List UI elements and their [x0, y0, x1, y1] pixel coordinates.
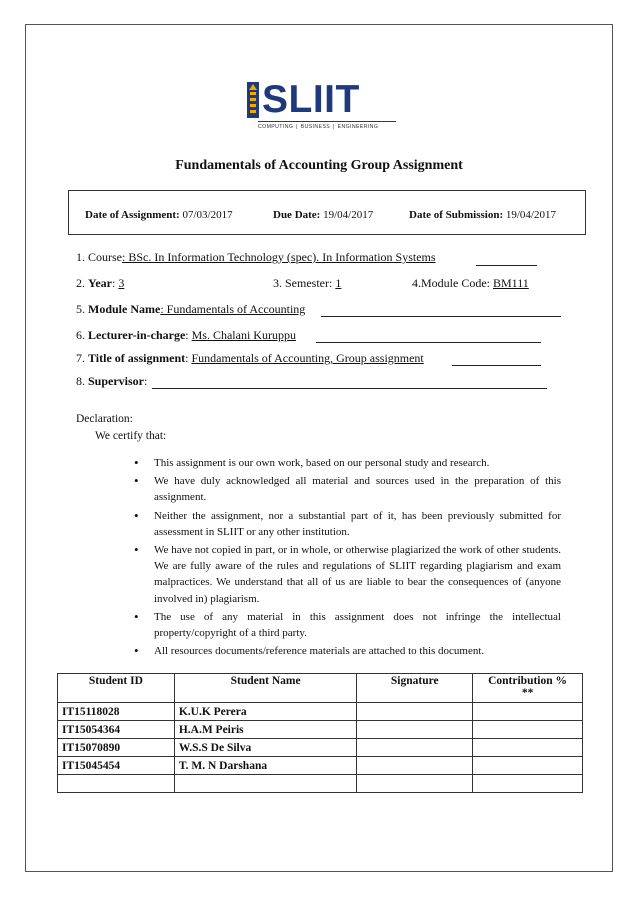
supervisor-number: 8.: [76, 374, 85, 388]
signature-cell[interactable]: [357, 757, 473, 775]
module-name-field: [76, 302, 305, 317]
assignment-title-field: 7. Title of assignment: Fundamentals of Accounting, Group assignment: [76, 351, 424, 365]
assignment-title-label: Title of assignment: [88, 351, 186, 365]
student-id-cell: IT15045454: [58, 757, 175, 775]
declaration-point: • We have not copied in part, or in whole, or otherwise plagiarized the work of other students. We are fully aware of the rules and regulations of SLIIT regarding plagiarism and exam malpractices. We understand that all of us are liable to bear the consequences of (anyone involved in) plagiarism.: [134, 542, 561, 607]
lecturer-field: 6. Lecturer-in-charge: Ms. Chalani Kuruppu: [76, 328, 296, 342]
dates-box: [68, 190, 586, 235]
date-of-assignment-value: 07/03/2017: [182, 209, 233, 221]
lecturer-underline: [316, 342, 541, 343]
date-of-assignment: [85, 209, 233, 221]
table-row: [58, 721, 583, 739]
header-contribution: Contribution % **: [473, 674, 583, 703]
module-code-label: 4.Module Code:: [412, 276, 490, 290]
logo-divider: [258, 121, 396, 122]
signature-cell[interactable]: [357, 739, 473, 757]
year-field: 2. Year: 3: [76, 276, 125, 290]
assignment-title-value: Fundamentals of Accounting, Group assignment: [191, 351, 424, 365]
table-row: [58, 703, 583, 721]
student-id-cell: IT15118028: [58, 703, 175, 721]
lecturer-value: Ms. Chalani Kuruppu: [191, 328, 296, 342]
declaration-point: • This assignment is our own work, based on our personal study and research.: [134, 455, 561, 471]
document-title: Fundamentals of Accounting Group Assignment: [175, 158, 463, 173]
year-number: 2.: [76, 276, 85, 290]
contribution-cell[interactable]: [473, 739, 583, 757]
lecturer-label: Lecturer-in-charge: [88, 328, 186, 342]
assignment-title-number: 7.: [76, 351, 85, 365]
student-id-cell: IT15070890: [58, 739, 175, 757]
signature-cell[interactable]: [357, 721, 473, 739]
course-value: : BSc. In Information Technology (spec). In Information Systems: [122, 250, 436, 264]
header-student-name: Student Name: [174, 674, 357, 703]
year-label: Year: [88, 276, 112, 290]
contribution-cell[interactable]: [473, 703, 583, 721]
declaration-point: • We have duly acknowledged all material and sources used in the preparation of this assignment.: [134, 473, 561, 505]
course-field: [76, 250, 436, 265]
due-date-value: 19/04/2017: [323, 209, 374, 221]
due-date: [273, 209, 373, 221]
module-code-field: [412, 276, 529, 291]
supervisor-underline: [152, 388, 547, 389]
header-student-id: Student ID: [58, 674, 175, 703]
course-number: 1.: [76, 250, 85, 264]
assignment-title-underline: [452, 365, 541, 366]
student-table: [57, 673, 583, 793]
logo-wordmark: SLIIT: [262, 78, 360, 121]
declaration-point: • The use of any material in this assignment does not infringe the intellectual property/copyright of a third party.: [134, 609, 561, 641]
student-name-cell[interactable]: [174, 775, 357, 793]
course-label: Course: [88, 250, 122, 264]
year-value: 3: [118, 276, 125, 290]
semester-field: [273, 276, 341, 291]
student-id-cell[interactable]: [58, 775, 175, 793]
semester-label: 3. Semester:: [273, 276, 333, 290]
contribution-cell[interactable]: [473, 721, 583, 739]
signature-cell[interactable]: [357, 775, 473, 793]
declaration-heading: Declaration:: [76, 413, 133, 425]
date-of-assignment-label: Date of Assignment:: [85, 209, 180, 221]
student-name-cell: K.U.K Perera: [174, 703, 357, 721]
course-underline: [476, 265, 537, 266]
signature-cell[interactable]: [357, 703, 473, 721]
date-of-submission: [409, 209, 556, 221]
logo-tagline: COMPUTING | BUSINESS | ENGINEERING: [258, 124, 379, 130]
student-name-cell: W.S.S De Silva: [174, 739, 357, 757]
declaration-point: • All resources documents/reference materials are attached to this document.: [134, 643, 561, 659]
module-name-underline: [321, 316, 561, 317]
table-header-row: [58, 674, 583, 703]
declaration-point: • Neither the assignment, nor a substantial part of it, has been previously submitted for assessment in SLIIT or any other institution.: [134, 508, 561, 540]
supervisor-label: Supervisor: [88, 374, 145, 388]
header-signature: Signature: [357, 674, 473, 703]
declaration-intro: We certify that:: [95, 430, 167, 442]
table-row: [58, 775, 583, 793]
date-of-submission-value: 19/04/2017: [505, 209, 556, 221]
module-name-value: : Fundamentals of Accounting: [160, 302, 306, 316]
date-of-submission-label: Date of Submission:: [409, 209, 504, 221]
due-date-label: Due Date:: [273, 209, 321, 221]
module-name-number: 5.: [76, 302, 85, 316]
supervisor-field: 8. Supervisor:: [76, 374, 148, 388]
declaration-list: [134, 455, 561, 661]
table-row: [58, 739, 583, 757]
table-row: [58, 757, 583, 775]
student-id-cell: IT15054364: [58, 721, 175, 739]
student-name-cell: T. M. N Darshana: [174, 757, 357, 775]
module-name-label: Module Name: [88, 302, 161, 316]
contribution-cell[interactable]: [473, 775, 583, 793]
lecturer-number: 6.: [76, 328, 85, 342]
semester-value: 1: [335, 276, 342, 290]
module-code-value: BM111: [493, 276, 529, 290]
contribution-cell[interactable]: [473, 757, 583, 775]
student-name-cell: H.A.M Peiris: [174, 721, 357, 739]
